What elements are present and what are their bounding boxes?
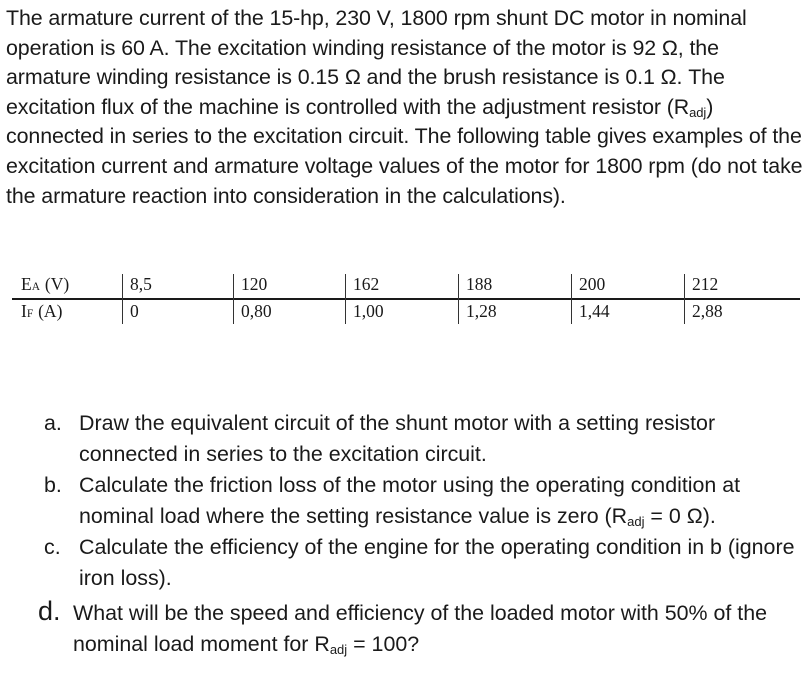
row-label-if: IF (A) [21, 301, 63, 321]
question-text: Calculate the efficiency of the engine for the operating condition in b (ignore iron loss). [79, 535, 795, 590]
column-divider [458, 274, 459, 324]
ea-value: 212 [692, 274, 719, 294]
ea-value: 120 [241, 274, 268, 294]
ea-value: 200 [579, 274, 606, 294]
if-value: 1,44 [579, 301, 610, 321]
column-divider [345, 274, 346, 324]
ea-if-table [0, 270, 809, 330]
intro-text-part-1: The armature current of the 15-hp, 230 V, 1800 rpm shunt DC motor in nominal operation is 60 A. The excitation winding resistance of the motor is 92 Ω, the armature winding resistance is 0.15 Ω and the brush resistance is 0.1 Ω. The excitation flux of the machine is controlled with the adjustment resistor (R [6, 6, 747, 119]
intro-text-part-2: ) connected in series to the excitation circuit. The following table gives examples of the excitation current and armature voltage values of the motor for 1800 rpm (do not take the armature reaction into consideration in the calculations). [6, 94, 803, 208]
question-text: Calculate the friction loss of the motor using the operating condition at nominal load where the setting resistance value is zero ($R_{adj} = 0$ Ω). [79, 473, 741, 529]
ea-value: 8,5 [130, 274, 152, 294]
problem-statement [6, 4, 806, 211]
column-divider [571, 274, 572, 324]
if-value: 2,88 [692, 301, 723, 321]
question-marker: c. [44, 535, 61, 559]
question-marker: d. [38, 596, 61, 626]
question-list [0, 408, 809, 660]
question-b [0, 470, 809, 532]
intro-subscript: adj [689, 104, 707, 120]
table-header-rule [12, 298, 800, 300]
row-label-ea: EA (V) [21, 274, 70, 294]
question-d [0, 598, 809, 660]
column-divider [684, 274, 685, 324]
question-text: Draw the equivalent circuit of the shunt motor with a setting resistor connected in series to the excitation circuit. [79, 411, 716, 466]
column-divider [233, 274, 234, 324]
question-a [0, 408, 809, 470]
question-c [0, 532, 809, 594]
ea-value: 162 [353, 274, 380, 294]
if-value: 1,00 [353, 301, 384, 321]
ea-value: 188 [466, 274, 493, 294]
question-marker: b. [44, 473, 62, 497]
problem-intro [6, 4, 806, 211]
question-marker: a. [44, 411, 62, 435]
if-value: 0 [130, 301, 139, 321]
if-value: 0,80 [241, 301, 272, 321]
question-text: What will be the speed and efficiency of the loaded motor with 50% of the nominal load moment for $R_{adj} = 100$? [73, 601, 768, 657]
if-value: 1,28 [466, 301, 497, 321]
column-divider [122, 274, 123, 324]
